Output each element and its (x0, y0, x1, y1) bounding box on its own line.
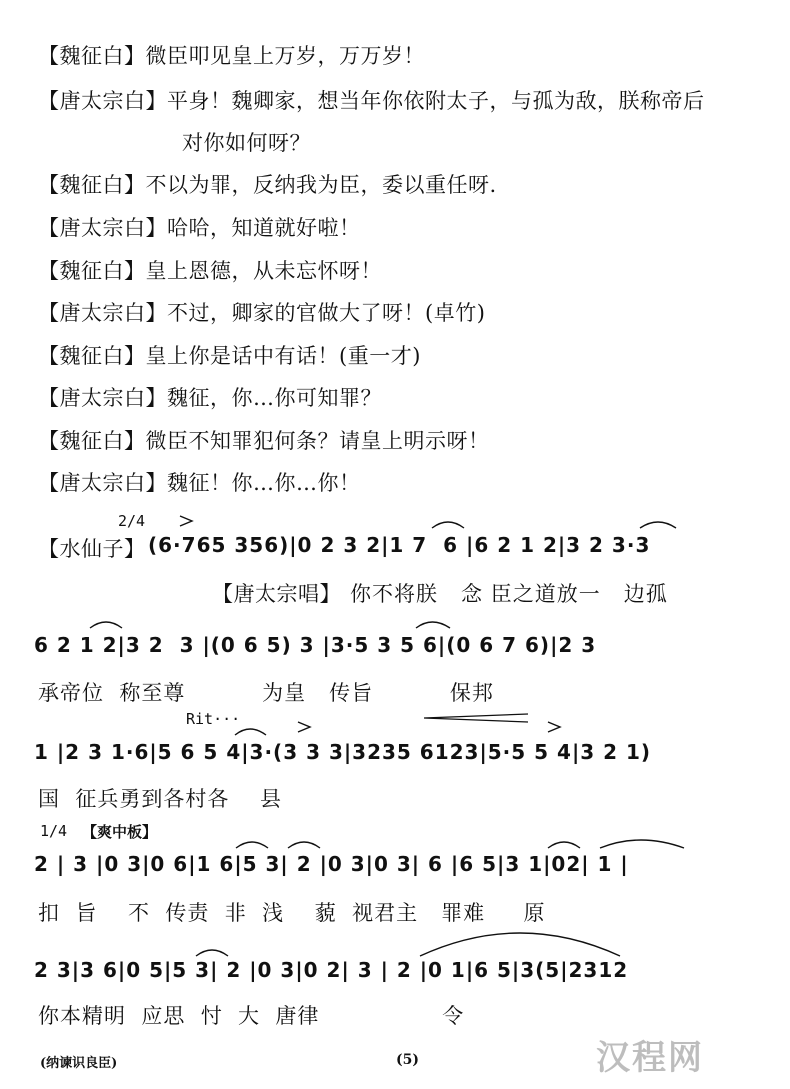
tempo-label: 【爽中板】 (82, 823, 158, 841)
watermark-logo (596, 1030, 704, 1079)
slur (235, 729, 266, 735)
line-text: 皇上你是话中有话！(重一才) (145, 344, 421, 368)
speaker: 【魏征白】 (38, 173, 146, 197)
speaker: 【魏征白】 (38, 344, 146, 368)
line-text: 不过，卿家的官做大了呀！(卓竹) (167, 301, 486, 325)
lyrics-row-5: 你本精明 应思 忖 大 唐律 令 (38, 1004, 465, 1028)
speaker: 【唐太宗白】 (38, 386, 167, 410)
slur (600, 840, 684, 848)
accent-mark (180, 516, 192, 526)
line-text: 微臣不知罪犯何条？请皇上明示呀！ (145, 429, 490, 453)
slur (432, 522, 464, 528)
speaker: 【魏征白】 (38, 429, 146, 453)
accent-mark (298, 722, 310, 732)
line-text: 不以为罪，反纳我为臣，委以重任呀. (145, 173, 497, 197)
singer-label: 【唐太宗唱】 (212, 582, 341, 606)
lyrics-row-2: 承帝位 称至尊 为皇 传旨 保邦 (38, 681, 494, 705)
speaker: 【魏征白】 (38, 259, 146, 283)
watermark-text: 汉程网 (596, 1038, 704, 1078)
speaker: 【唐太宗白】 (38, 471, 167, 495)
slur (416, 622, 450, 628)
lyrics-row-1: 你不将朕 念 臣之道放一 边孤 (350, 582, 668, 606)
lyrics-row-3: 国 征兵勇到各村各 县 (38, 787, 283, 811)
slur (90, 622, 122, 628)
notation-row-5: 2 3|3 6|0 5|5 3| 2 |0 3|0 2| 3 | 2 |0 1|6 5|3(5|2312 (34, 958, 629, 982)
tune-label: 【水仙子】 (38, 537, 146, 561)
footer-title: (纳谏识良臣) (40, 1056, 118, 1071)
line-text: 微臣叩见皇上万岁，万万岁！ (145, 44, 425, 68)
slur (288, 842, 320, 848)
line-text: 皇上恩德，从未忘怀呀！ (145, 259, 382, 283)
lyrics-row-4: 扣 旨 不 传责 非 浅 藐 视君主 罪难 原 (38, 901, 546, 925)
notation-row-1: (6·765 356)|0 2 3 2|1 7 6 |6 2 1 2|3 2 3·3 (148, 533, 651, 557)
notation-row-4: 2 | 3 |0 3|0 6|1 6|5 3| 2 |0 3|0 3| 6 |6 5|3 1|02| 1 | (34, 852, 629, 876)
time-signature-2: 1/4 (40, 822, 68, 840)
speaker: 【唐太宗白】 (38, 216, 167, 240)
notation-row-2: 6 2 1 2|3 2 3 |(0 6 5) 3 |3·5 3 5 6|(0 6 7 6)|2 3 (34, 633, 597, 657)
time-signature: 2/4 (118, 512, 146, 530)
speaker: 【唐太宗白】 (38, 89, 167, 113)
line-text: 平身！魏卿家，想当年你依附太子，与孤为敌，朕称帝后 (167, 89, 705, 113)
page-number: (5) (396, 1052, 419, 1068)
speaker: 【魏征白】 (38, 44, 146, 68)
speaker: 【唐太宗白】 (38, 301, 167, 325)
notation-row-3: 1 |2 3 1·6|5 6 5 4|3·(3 3 3|3235 6123|5·5 5 4|3 2 1) (34, 740, 652, 764)
line-text: 魏征，你…你可知罪？ (167, 386, 382, 410)
line-text: 魏征！你…你…你！ (167, 471, 361, 495)
accent-mark (548, 722, 560, 732)
crescendo-hairpin (424, 714, 528, 722)
rit-marking: Rit··· (186, 710, 241, 728)
line-text: 对你如何呀？ (182, 131, 311, 155)
slur (548, 842, 580, 848)
slur (640, 522, 676, 528)
slur (420, 933, 620, 956)
slur (196, 950, 228, 956)
line-text: 哈哈，知道就好啦！ (167, 216, 361, 240)
slur (236, 842, 268, 848)
